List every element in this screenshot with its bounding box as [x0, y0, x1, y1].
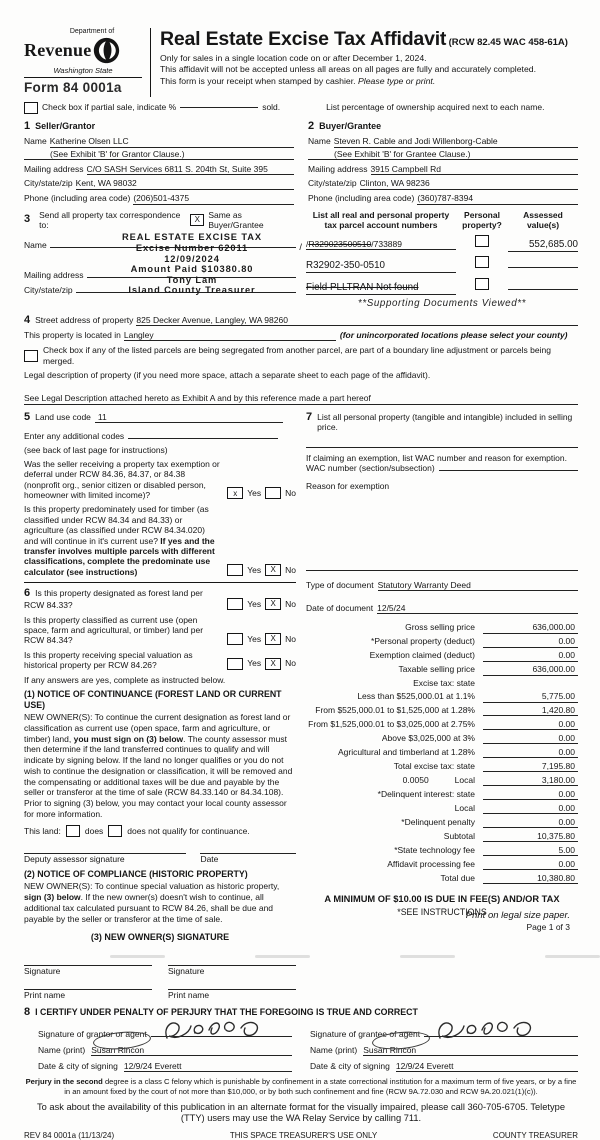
revenue-wordmark: Revenue	[24, 40, 92, 61]
buyer-mailing-field[interactable]: 3915 Campbell Rd	[371, 164, 578, 175]
tax-value: 7,195.80	[483, 761, 578, 772]
page-title: Real Estate Excise Tax Affidavit (RCW 82.45 WAC 458-61A)	[160, 28, 568, 50]
wac-number-field[interactable]	[439, 470, 578, 471]
seller-phone-field[interactable]: (206)501-4375	[133, 193, 294, 204]
buyer-heading: Buyer/Grantee	[319, 120, 382, 131]
sold-label: sold.	[262, 102, 281, 113]
same-as-buyer-label: Same as Buyer/Grantee	[208, 209, 264, 231]
parcel-row	[306, 278, 578, 295]
section-seller: 1 Seller/Grantor Name Katherine Olsen LLC (See Exhibit 'B' for Grantor Clause.) Mailing address C/O SASH Services 6811 S. 204th St, Suite 395 City/state/zip Kent, WA 98032 Phone (including area code) (206)501-4375	[24, 120, 294, 205]
print-note: Print on legal size paper. Page 1 of 3	[465, 910, 570, 932]
tax-value: 636,000.00	[483, 664, 578, 675]
tax-value: 0.00	[483, 650, 578, 661]
seller-heading: Seller/Grantor	[35, 120, 96, 131]
partial-sale-label: Check box if partial sale, indicate %	[42, 102, 177, 113]
parcel-row	[306, 256, 578, 273]
historic-question: Is this property receiving special valuation as historical property per RCW 84.26? Yes X No	[24, 649, 296, 671]
grantor-date-city-field[interactable]: 12/9/24 Everett	[124, 1061, 292, 1072]
certify-statement: I CERTIFY UNDER PENALTY OF PERJURY THAT THE FOREGOING IS TRUE AND CORRECT	[35, 1006, 418, 1017]
personal-property-label: List all personal property (tangible and intangible) included in selling price.	[317, 411, 573, 433]
q3-yes-checkbox[interactable]	[227, 598, 243, 610]
tax-value: 0.00	[483, 636, 578, 647]
q1-no-checkbox[interactable]	[265, 487, 281, 499]
supporting-docs-stamp: **Supporting Documents Viewed**	[357, 297, 527, 309]
parcel-number-field[interactable]: /R329023500510/733889	[306, 239, 456, 250]
grantor-signature-scribble	[161, 1016, 271, 1046]
subtitle-1: Only for sales in a single location code on or after December 1, 2024.	[160, 52, 427, 63]
subtitle-2: This affidavit will not be accepted unless all areas on all pages are fully and accurately completed.	[160, 64, 537, 75]
dor-logo-block	[24, 28, 151, 97]
page-indicator: Page 1 of 3	[526, 921, 570, 932]
notice-compliance-text: NEW OWNER(S): To continue special valuation as historic property, sign (3) below. If the new owner(s) doesn't wish to continue, all additional tax calculated pursuant to RCW 84.26, shall be due and payable by the seller or transferor at the time of sale.	[24, 881, 280, 924]
forest-land-question: 6 Is this property designated as forest land per RCW 84.33? Yes X No	[24, 586, 296, 611]
tax-value: 1,420.80	[483, 705, 578, 716]
minimum-fee-note: A MINIMUM OF $10.00 IS DUE IN FEE(S) AND/OR TAX	[324, 893, 560, 904]
footer-row	[24, 1131, 578, 1140]
grantee-date-city-field[interactable]: 12/9/24 Everett	[396, 1061, 578, 1072]
header	[24, 28, 578, 97]
personal-property-field[interactable]	[306, 447, 578, 448]
does-qualify-checkbox[interactable]	[66, 825, 80, 837]
form-number: Form 84 0001a	[24, 80, 122, 96]
personal-property-checkbox[interactable]	[475, 235, 489, 247]
located-in-field[interactable]: Langley	[124, 330, 336, 341]
personal-property-checkbox[interactable]	[475, 278, 489, 290]
grantee-signature-field[interactable]	[424, 1036, 578, 1037]
assessed-value-field[interactable]: 552,685.00	[508, 239, 578, 252]
segregated-label: Check box if any of the listed parcels are being segregated from another parcel, are part of a boundary line adjustment or parcels being merged.	[43, 345, 551, 366]
exemption-claim-label: If claiming an exemption, list WAC number and reason for exemption.	[306, 452, 567, 463]
tax-value: 0.00	[483, 817, 578, 828]
buyer-city-field[interactable]: Clinton, WA 98236	[360, 178, 578, 189]
q2-yes-checkbox[interactable]	[227, 564, 243, 576]
column-divider-line	[306, 570, 578, 571]
tax-value: 10,380.80	[483, 873, 578, 884]
exemption-question: Was the seller receiving a property tax exemption or deferral under RCW 84.36, 84.37, or 84.38 (nonprofit org., senior citizen or disabled person, homeowner with limited income)? x Yes No	[24, 459, 296, 501]
ownership-note: List percentage of ownership acquired next to each name.	[326, 102, 545, 113]
assessed-col-header: Assessed value(s)	[523, 209, 563, 231]
tax-value: 10,375.80	[483, 831, 578, 842]
document-date-field[interactable]: 12/5/24	[377, 603, 578, 614]
street-address-field[interactable]: 825 Decker Avenue, Langley, WA 98260	[136, 315, 578, 326]
assessed-value-field[interactable]	[508, 267, 578, 268]
revenue-swoosh-icon	[93, 37, 120, 66]
q1-yes-checkbox[interactable]: x	[227, 487, 243, 499]
q2-no-checkbox[interactable]: X	[265, 564, 281, 576]
see-instructions-note: *SEE INSTRUCTIONS	[397, 907, 487, 918]
personal-property-checkbox[interactable]	[475, 256, 489, 268]
seller-city-field[interactable]: Kent, WA 98032	[76, 178, 294, 189]
parcel-table	[306, 210, 578, 310]
tax-value: 636,000.00	[483, 622, 578, 633]
does-not-qualify-checkbox[interactable]	[108, 825, 122, 837]
buyer-name-field[interactable]: Steven R. Cable and Jodi Willenborg-Cable	[334, 136, 578, 147]
back-page-note: (see back of last page for instructions)	[24, 444, 168, 455]
scan-artifact	[0, 955, 600, 958]
current-use-question: Is this property classified as current use (open space, farm and agricultural, or timber) land per RCW 84.34? Yes X No	[24, 614, 296, 646]
washington-state-label: Washington State	[24, 66, 142, 78]
seller-mailing-field[interactable]: C/O SASH Services 6811 S. 204th St, Suite 395	[87, 164, 294, 175]
excise-stamp: REAL ESTATE EXCISE TAX Excise Number 62011 12/09/2024 Amount Paid $10380.80 Tony Lam Island County Treasurer	[122, 232, 262, 296]
tax-value: 5,775.00	[483, 691, 578, 702]
buyer-exhibit-note: (See Exhibit 'B' for Grantee Clause.)	[308, 149, 578, 160]
parcel-col-header: List all real and personal property tax parcel account numbers	[312, 209, 450, 231]
section-buyer: 2 Buyer/Grantee Name Steven R. Cable and Jodi Willenborg-Cable (See Exhibit 'B' for Grantee Clause.) Mailing address 3915 Campbell Rd City/state/zip Clinton, WA 98236 Phone (including area code) (360)787-8394	[308, 120, 578, 205]
assessed-value-field[interactable]	[508, 289, 578, 290]
personal-col-header: Personal property?	[462, 209, 502, 231]
section-certify: 8 I CERTIFY UNDER PENALTY OF PERJURY THAT THE FOREGOING IS TRUE AND CORRECT Signature of grantor or agent Name (print) Susan Rincon Date & city of signing 12/9/24 Everett Signature of grantee of agent Name (print) Susan Rincon Date & city of signing 12/9/24 Everett	[24, 1006, 578, 1072]
parcel-number-field[interactable]: Field PLLTRAN Not found	[306, 282, 456, 295]
q5-no-checkbox[interactable]: X	[265, 658, 281, 670]
tax-value: 3,180.00	[483, 775, 578, 786]
section-divider	[24, 582, 296, 583]
parcel-number-field[interactable]: R32902-350-0510	[306, 260, 456, 273]
section-property: 4 Street address of property 825 Decker Avenue, Langley, WA 98260 This property is located in Langley (for unincorporated locations please select your county) Check box if any of the listed parcels are being segregated from another parcel, are part of a boundary line adjustment or parcels being merged. Legal description of property (if you need more space, attach a separate sheet to each page of the affidavit). See Legal Description attached hereto as Exhibit A and by this reference made a part hereof	[24, 314, 578, 405]
subtitle-3: This form is your receipt when stamped by cashier. Please type or print.	[160, 76, 436, 86]
partial-sale-row	[24, 102, 578, 114]
rcw-reference: (RCW 82.45 WAC 458-61A)	[448, 37, 568, 48]
q4-no-checkbox[interactable]: X	[265, 633, 281, 645]
grantor-signature-field[interactable]	[151, 1036, 292, 1037]
county-treasurer-label: COUNTY TREASURER	[492, 1130, 578, 1140]
notice-continuance-title: (1) NOTICE OF CONTINUANCE (FOREST LAND OR CURRENT USE)	[24, 688, 282, 710]
notice-compliance-title: (2) NOTICE OF COMPLIANCE (HISTORIC PROPERTY)	[24, 868, 248, 879]
right-column: 7 List all personal property (tangible and intangible) included in selling price. If claiming an exemption, list WAC number and reason for exemption. WAC number (section/subsection) Reason for exemption Type of document Statutory Warranty Deed Date of document 12/5/24 Gross selling price 636,000.00 *Personal property (deduct) 0.00 Exemption claimed (deduct) 0.00 Taxable selling price 636,000.00 Excise tax: state Less than $525,000.01 at 1.1% 5,775.00 From $525,000.01 to $1,525,000 at 1.28% 1,420.80 From $1,525,000.01 to $3,025,000 at 2.75% 0.00 Above $3,025,000 at 3% 0.00 Agricultural and timberland at 1.28% 0.00 Total excise tax: state 7,195.80 0.0050 Local 3,180.00 *Delinquent interest: state 0.00 Local 0.00 *Delinquent penalty 0.00 Subtotal 10,375.80 *State technology fee 5.00 Affidavit processing fee 0.00 Total due 10,380.80 A MINIMUM OF $10.00 IS DUE IN FEE(S) AND/OR TAX *SEE INSTRUCTIONS	[306, 409, 578, 1000]
q4-yes-checkbox[interactable]	[227, 633, 243, 645]
document-type-field[interactable]: Statutory Warranty Deed	[378, 580, 578, 591]
notice-continuance-text: NEW OWNER(S): To continue the current designation as forest land or classification as current use (open space, farm and agriculture, or timber) land, you must sign on (3) below. The county assessor must then determine if the land transferred continues to qualify and will indicate by signing below. If the land no longer qualifies or you do not wish to continue the designation or classification, it will be removed and the compensating or additional taxes will be due and payable by the seller or transferor at the time of sale (RCW 84.33.140 or 84.34.108). Prior to signing (3) below, you may contact your local county assessor for more information.	[24, 712, 293, 819]
accessibility-note: To ask about the availability of this publication in an alternate format for the visually impaired, please call 360-705-6705. Teletype (TTY) users may use the WA Relay Service by calling 711.	[37, 1101, 565, 1124]
tax-value: 0.00	[483, 803, 578, 814]
treasurer-stamp-area: Name Mailing address City/state/zip REAL ESTATE EXCISE TAX Excise Number 62011 12/09/2024 Amount Paid $10380.80 Tony Lam Island County Treasurer /	[24, 232, 302, 296]
tax-computation: Gross selling price 636,000.00 *Personal property (deduct) 0.00 Exemption claimed (deduct) 0.00 Taxable selling price 636,000.00 Excise tax: state Less than $525,000.01 at 1.1% 5,775.00 From $525,000.01 to $1,525,000 at 1.28% 1,420.80 From $1,525,000.01 to $3,025,000 at 2.75% 0.00 Above $3,025,000 at 3% 0.00 Agricultural and timberland at 1.28% 0.00 Total excise tax: state 7,195.80 0.0050 Local 3,180.00 *Delinquent interest: state 0.00 Local 0.00 *Delinquent penalty 0.00 Subtotal 10,375.80 *State technology fee 5.00 Affidavit processing fee 0.00 Total due 10,380.80	[306, 622, 578, 884]
q5-yes-checkbox[interactable]	[227, 658, 243, 670]
section-correspondence: 3 Send all property tax correspondence to: X Same as Buyer/Grantee Name Mailing address City/state/zip REAL ESTATE EXCISE TAX Excise Number 62011 12/09/2024 Amount Paid $10380.80 Tony Lam Island County Treasurer /	[24, 209, 302, 296]
tax-value: 0.00	[483, 747, 578, 758]
buyer-phone-field[interactable]: (360)787-8394	[417, 193, 578, 204]
parcel-row	[306, 235, 578, 252]
tax-value: 5.00	[483, 845, 578, 856]
additional-codes-field[interactable]	[128, 438, 278, 439]
segregated-checkbox[interactable]	[24, 350, 38, 362]
treasurer-use-label: THIS SPACE TREASURER'S USE ONLY	[229, 1130, 378, 1140]
grantee-signature-scribble	[434, 1016, 544, 1046]
grantee-name-print-field[interactable]: Susan Rincon	[363, 1045, 578, 1056]
new-owner-signature-title: (3) NEW OWNER(S) SIGNATURE	[90, 932, 230, 943]
seller-name-field[interactable]: Katherine Olsen LLC	[50, 136, 294, 147]
grantor-name-print-field[interactable]: Susan Rincon	[91, 1045, 292, 1056]
same-as-buyer-checkbox[interactable]: X	[190, 214, 204, 226]
left-column: 5 Land use code 11 Enter any additional codes (see back of last page for instructions) Was the seller receiving a property tax exemption or deferral under RCW 84.36, 84.37, or 84.38 (nonprofit org., senior citizen or disabled person, homeowner with limited income)? x Yes No Is this property predominately used for timber (as classified under RCW 84.34 and 84.33) or agriculture (as classified under RCW 84.34.020) and will continue in it's current use? If yes and the transfer involves multiple parcels with different classifications, complete the predominate use calculator (see instructions) Yes X No 6 Is this property designated as forest land per RCW 84.33? Yes X No Is this property classified as current use (open space, farm and agricultural, or timber) land per RCW 84.34? Yes X No Is this property receiving special valuation as historical property per RCW 84.26? Yes X No If any answers are yes, complete as instructed below. (1) NOTICE OF CONTINUANCE (FOREST LAND OR CURRENT USE) NEW OWNER(S): To continue the current designation as forest land or classification as current use (open space, farm and agriculture, or timber) land, you must sign on (3) below. The county assessor must then determine if the land transferred continues to qualify and will indicate by signing below. If the land no longer qualifies or you do not wish to continue the designation or classification, it will be removed and the compensating or additional taxes will be due and payable by the seller or transferor at the time of sale (RCW 84.33.140 or 84.34.108). Prior to signing (3) below, you may contact your local county assessor for more information. This land: does does not qualify for continuance. Deputy assessor signature Date (2) NOTICE OF COMPLIANCE (HISTORIC PROPERTY) NEW OWNER(S): To continue special valuation as historic property, sign (3) below. If the new owner(s) doesn't wish to continue, all additional tax calculated pursuant to RCW 84.26, shall be due and payable by the seller or transferor at the time of sale. (3) NEW OWNER(S) SIGNATURE Signature Signature Print name Print name	[24, 410, 296, 1000]
seller-exhibit-note: (See Exhibit 'B' for Grantor Clause.)	[24, 149, 294, 160]
partial-sale-percent-field[interactable]	[180, 107, 258, 108]
unincorporated-note: (for unincorporated locations please select your county)	[339, 330, 568, 341]
tax-value: 0.00	[483, 859, 578, 870]
q3-no-checkbox[interactable]: X	[265, 598, 281, 610]
rev-form-id: REV 84 0001a (11/13/24)	[24, 1130, 115, 1140]
tax-value: 0.00	[483, 719, 578, 730]
tax-value: 0.00	[483, 733, 578, 744]
dept-of-label: Department of	[69, 28, 115, 35]
partial-sale-checkbox[interactable]	[24, 102, 38, 114]
legal-description-field[interactable]: See Legal Description attached hereto as Exhibit A and by this reference made a part hereof	[24, 393, 578, 405]
stamp-slash-mark: /	[299, 242, 302, 253]
any-yes-note: If any answers are yes, complete as instructed below.	[24, 674, 226, 685]
timber-question: Is this property predominately used for timber (as classified under RCW 84.34 and 84.33) or agriculture (as classified under RCW 84.34.020) and will continue in it's current use? If yes and the transfer involves multiple parcels with different classifications, complete the predominate use calculator (see instructions) Yes X No	[24, 504, 296, 577]
perjury-note: Perjury in the second degree is a class C felony which is punishable by confinement in a state correctional institution for a maximum term of five years, or by a fine in an amount fixed by the court of not more than $10,000, or by both such confinement and fine (RCW 9A.72.030 and RCW 9A.20.021(1)(c)).	[25, 1077, 577, 1096]
reason-exemption-label: Reason for exemption	[306, 481, 390, 492]
legal-description-label: Legal description of property (if you need more space, attach a separate sheet to each page of the affidavit).	[24, 370, 431, 381]
land-use-code-field[interactable]: 11	[95, 412, 283, 423]
tax-value: 0.00	[483, 789, 578, 800]
